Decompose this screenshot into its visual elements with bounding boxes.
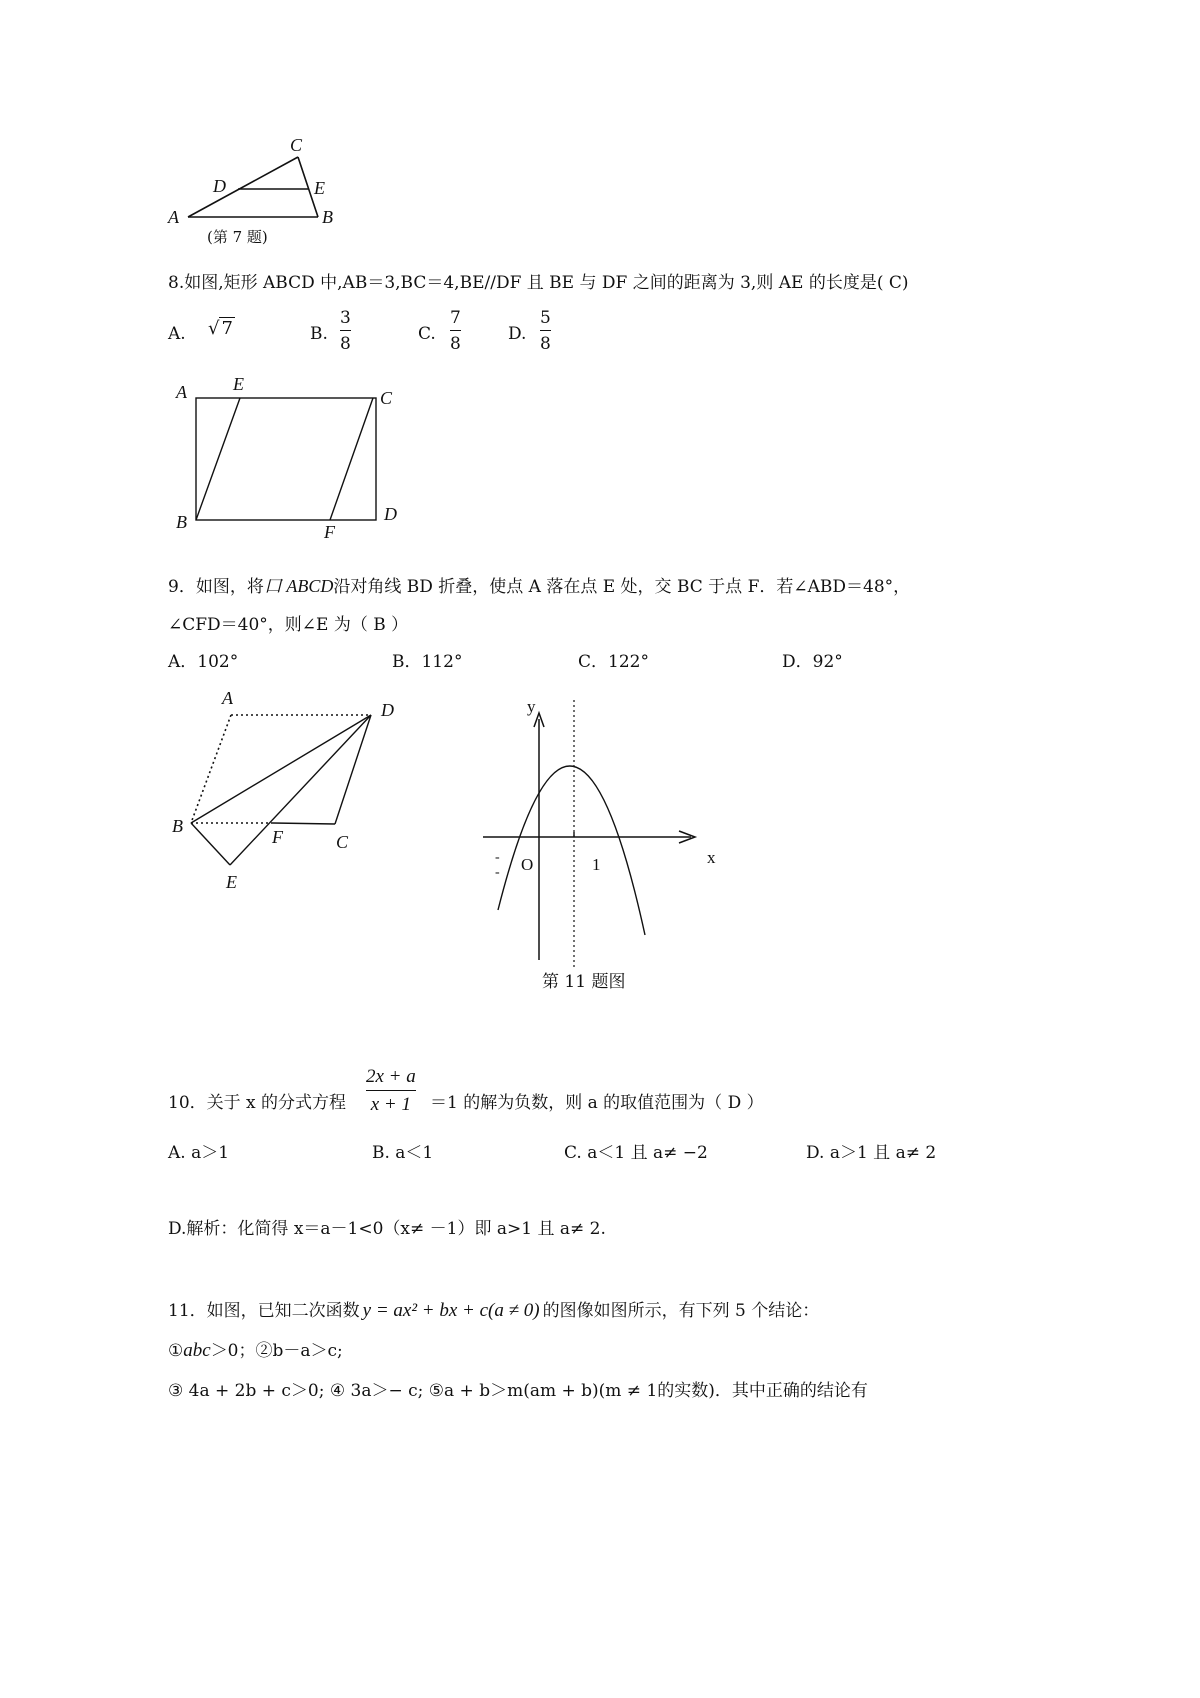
q8-option-c-fraction bbox=[450, 308, 461, 354]
q8-option-a-value bbox=[208, 318, 235, 339]
q10-option-b: B. a＜1 bbox=[372, 1143, 434, 1163]
q9-label-b: B bbox=[172, 816, 183, 836]
q9-option-d: D．92° bbox=[782, 652, 843, 672]
sqrt-symbol: √ bbox=[208, 318, 220, 339]
q11-line-2 bbox=[168, 1336, 343, 1362]
q9-fold-figure bbox=[175, 690, 405, 880]
fig11-caption: 第 11 题图 bbox=[542, 972, 626, 992]
q8-option-d-label: D. bbox=[508, 324, 527, 344]
q11-line-1-post: 的图像如图所示，有下列 5 个结论： bbox=[542, 1301, 820, 1321]
fig7-label-c: C bbox=[290, 135, 303, 155]
q11-line-3: ③ 4a + 2b + c＞0; ④ 3a＞− c; ⑤a + b＞m(am + b)(m ≠ 1的实数)．其中正确的结论有 bbox=[168, 1381, 868, 1401]
q10-denominator: x + 1 bbox=[370, 1094, 412, 1115]
q8-b-numerator: 3 bbox=[340, 308, 351, 328]
q8-option-b-fraction bbox=[340, 308, 351, 354]
q9-label-d: D bbox=[381, 700, 394, 720]
q8-c-denominator: 8 bbox=[450, 334, 461, 354]
q8-c-numerator: 7 bbox=[450, 308, 461, 328]
q10-option-a: A. a＞1 bbox=[168, 1143, 230, 1163]
q8-label-f: F bbox=[324, 522, 335, 542]
q8-label-a: A bbox=[176, 382, 187, 402]
q9-line-1-post: 沿对角线 BD 折叠，使点 A 落在点 E 处，交 BC 于点 F．若∠ABD＝48°， bbox=[333, 577, 911, 597]
fig7-label-e: E bbox=[314, 178, 325, 198]
q11-line-2-rest: ＞0；②b－a＞c; bbox=[210, 1341, 343, 1361]
q9-option-a: A．102° bbox=[168, 652, 239, 672]
fig7-label-b: B bbox=[322, 207, 333, 227]
q9-label-e: E bbox=[226, 872, 237, 892]
q8-label-b: B bbox=[176, 512, 187, 532]
q11-quadratic-formula: y = ax² + bx + c(a ≠ 0) bbox=[362, 1300, 540, 1321]
q9-option-b: B．112° bbox=[392, 652, 463, 672]
q8-d-denominator: 8 bbox=[540, 334, 551, 354]
q11-line-1-pre: 11．如图，已知二次函数 bbox=[168, 1301, 360, 1321]
q10-equation-fraction bbox=[366, 1066, 416, 1116]
q11-line-1 bbox=[168, 1296, 819, 1322]
q9-option-c: C．122° bbox=[578, 652, 649, 672]
q8-b-denominator: 8 bbox=[340, 334, 351, 354]
q10-stem-pre: 10．关于 x 的分式方程 bbox=[168, 1093, 347, 1113]
fig11-y-label: y bbox=[527, 697, 536, 716]
q10-stem-post: ＝1 的解为负数，则 a 的取值范围为（ D ） bbox=[430, 1093, 764, 1113]
q8-option-d-fraction bbox=[540, 308, 551, 354]
q11-circled-1: ① bbox=[168, 1341, 184, 1361]
q10-numerator: 2x + a bbox=[366, 1066, 416, 1087]
fig11-origin-label: O bbox=[521, 855, 534, 874]
fig7-caption: (第 7 题) bbox=[207, 228, 268, 246]
fig11-x-label: x bbox=[707, 848, 716, 867]
q9-line-1 bbox=[168, 572, 910, 598]
q8-rectangle-figure bbox=[190, 388, 393, 530]
q9-label-c: C bbox=[336, 832, 349, 852]
q8-option-a-label: A. bbox=[168, 324, 186, 344]
q11-abc: abc bbox=[183, 1340, 211, 1361]
q9-line-2: ∠CFD＝40°，则∠E 为（ B ） bbox=[168, 615, 409, 635]
q8-label-c: C bbox=[380, 388, 393, 408]
q9-line-1-pre: 9．如图，将 bbox=[168, 577, 264, 597]
fig7-label-a: A bbox=[168, 207, 179, 227]
q9-label-f: F bbox=[272, 827, 283, 847]
q8-option-c-label: C. bbox=[418, 324, 436, 344]
q8-d-numerator: 5 bbox=[540, 308, 551, 328]
q8-option-b-label: B. bbox=[310, 324, 328, 344]
fig11-negative-label: - bbox=[495, 850, 500, 865]
q10-option-c: C. a＜1 且 a≠ −2 bbox=[564, 1143, 708, 1163]
q8-label-d: D bbox=[384, 504, 397, 524]
q10-option-d: D. a＞1 且 a≠ 2 bbox=[806, 1143, 937, 1163]
q8-stem: 8.如图,矩形 ABCD 中,AB＝3,BC＝4,BE//DF 且 BE 与 DF 之间的距离为 3,则 AE 的长度是( C) bbox=[168, 273, 909, 293]
q9-label-a: A bbox=[222, 688, 233, 708]
q8-radicand: 7 bbox=[221, 318, 233, 339]
fig7-label-d: D bbox=[213, 176, 226, 196]
q9-parallelogram-symbol: 口 ABCD bbox=[263, 576, 334, 596]
fig11-one-label: 1 bbox=[592, 855, 601, 874]
q8-label-e: E bbox=[233, 374, 244, 394]
fig11-negative-label-lower: - bbox=[495, 865, 500, 880]
fig11-parabola-graph bbox=[475, 695, 715, 975]
q10-analysis: D.解析：化简得 x＝a－1<0（x≠ －1）即 a>1 且 a≠ 2. bbox=[168, 1219, 606, 1239]
